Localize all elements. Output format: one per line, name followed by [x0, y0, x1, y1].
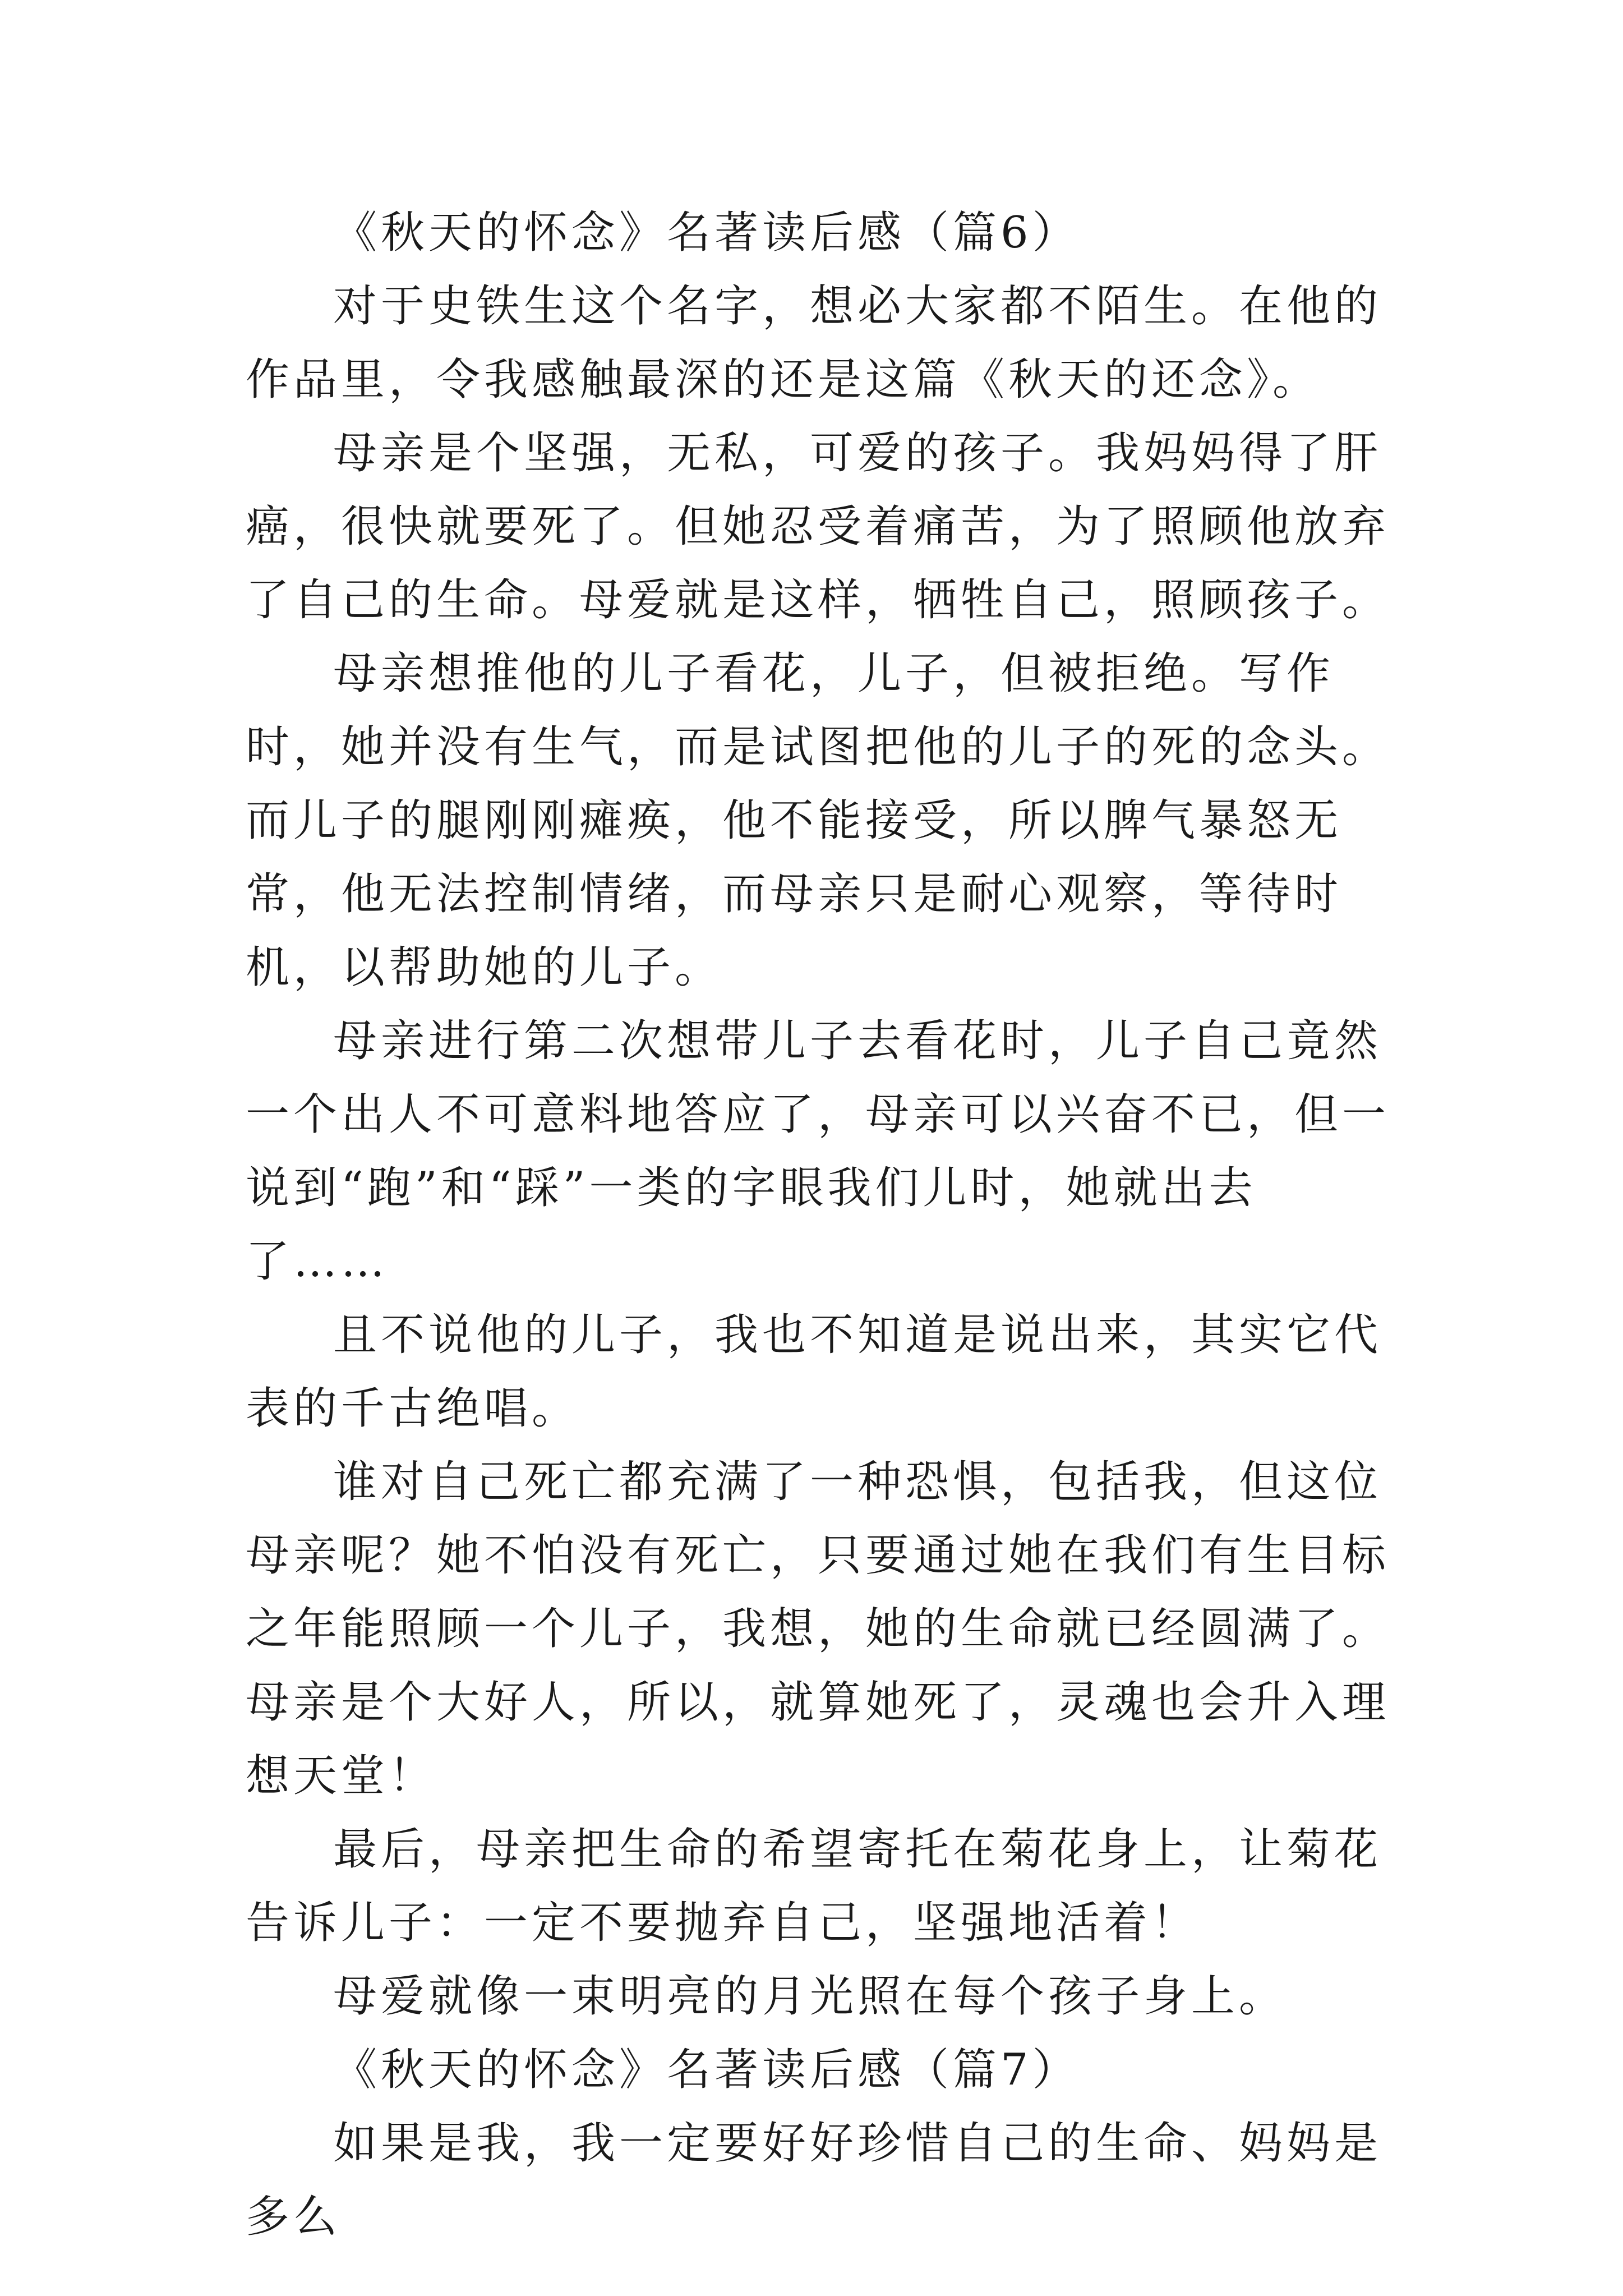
paragraph: 母爱就像一束明亮的月光照在每个孩子身上。	[333, 1971, 1287, 2022]
document-body	[246, 196, 1390, 2254]
paragraph: 最后，母亲把生命的希望寄托在菊花身上，让菊花告诉儿子：一定不要抛弃自己，坚强地活着！	[246, 1824, 1382, 1948]
section-heading-7: 《秋天的怀念》名著读后感（篇7）	[333, 2045, 1080, 2095]
paragraph: 对于史铁生这个名字，想必大家都不陌生。在他的作品里，令我感触最深的还是这篇《秋天的还念》。	[246, 281, 1382, 405]
paragraph: 母亲想推他的儿子看花，儿子，但被拒绝。写作时，她并没有生气，而是试图把他的儿子的死的念头。而儿子的腿刚刚瘫痪，他不能接受，所以脾气暴怒无常，他无法控制情绪，而母亲只是耐心观察，等待时机，以帮助她的儿子。	[246, 648, 1390, 993]
paragraph: 母亲是个坚强，无私，可爱的孩子。我妈妈得了肝癌，很快就要死了。但她忍受着痛苦，为了照顾他放弃了自己的生命。母爱就是这样，牺牲自己，照顾孩子。	[246, 428, 1390, 625]
paragraph: 如果是我，我一定要好好珍惜自己的生命、妈妈是多么	[246, 2118, 1382, 2242]
paragraph: 谁对自己死亡都充满了一种恐惧，包括我，但这位母亲呢？她不怕没有死亡，只要通过她在我们有生目标之年能照顾一个儿子，我想，她的生命就已经圆满了。母亲是个大好人，所以，就算她死了，灵魂也会升入理想天堂！	[246, 1457, 1390, 1801]
paragraph: 且不说他的儿子，我也不知道是说出来，其实它代表的千古绝唱。	[246, 1310, 1382, 1434]
paragraph: 母亲进行第二次想带儿子去看花时，儿子自己竟然一个出人不可意料地答应了，母亲可以兴奋不已，但一说到“跑”和“踩”一类的字眼我们儿时，她就出去了……	[246, 1016, 1390, 1287]
section-heading-6: 《秋天的怀念》名著读后感（篇6）	[333, 208, 1080, 258]
